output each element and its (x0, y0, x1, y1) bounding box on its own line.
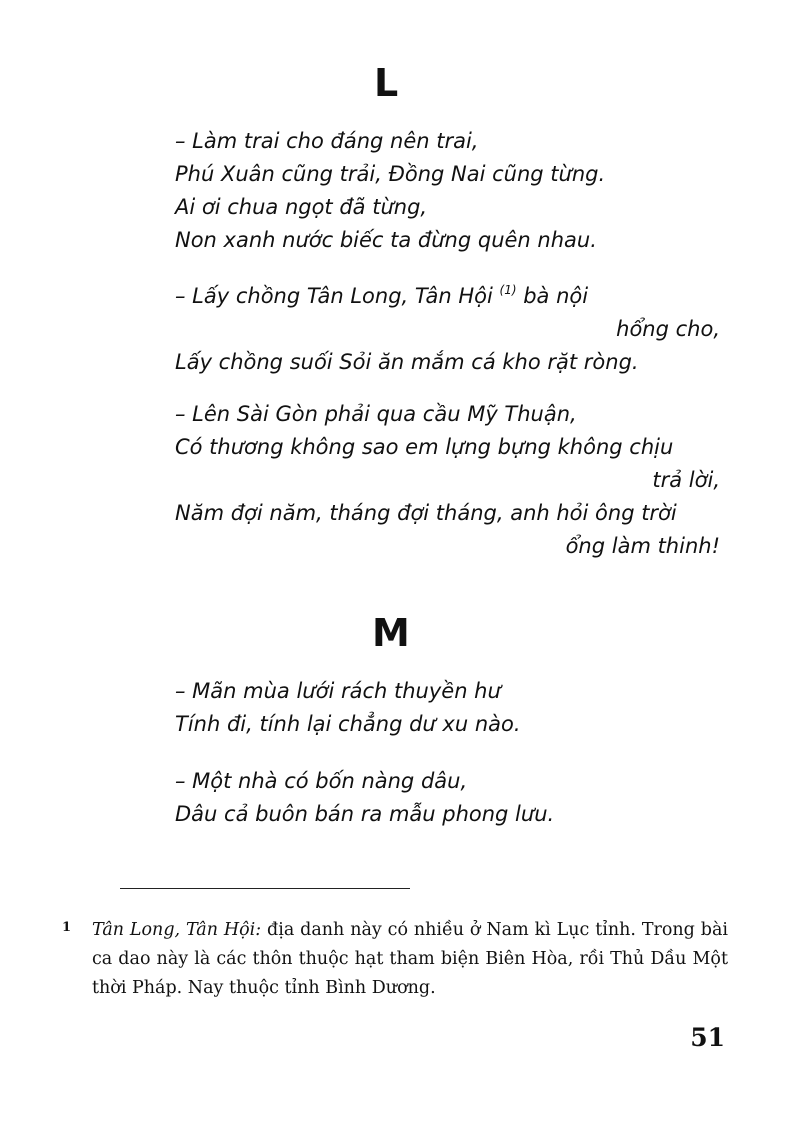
verse-stanza (175, 280, 720, 379)
verse-line: Dâu cả buôn bán ra mẫu phong lưu. (175, 802, 555, 826)
verse-line: Non xanh nước biếc ta đừng quên nhau. (175, 228, 597, 252)
section-heading-m: M (372, 611, 410, 655)
verse-line: Tính đi, tính lại chẳng dư xu nào. (175, 712, 521, 736)
verse-stanza (175, 125, 720, 257)
verse-line-continuation: ổng làm thinh! (565, 534, 720, 558)
verse-line: Phú Xuân cũng trải, Đồng Nai cũng từng. (175, 162, 606, 186)
section-heading-l: L (374, 61, 399, 105)
verse-text: – Lấy chồng Tân Long, Tân Hội (175, 284, 493, 308)
page-number: 51 (690, 1023, 725, 1052)
verse-stanza (175, 675, 720, 741)
verse-line: Ai ơi chua ngọt đã từng, (175, 195, 428, 219)
footnote-marker: 1 (62, 920, 72, 935)
footnote-separator (120, 888, 410, 889)
verse-line: – Mãn mùa lưới rách thuyền hư (175, 679, 501, 703)
verse-stanza (175, 765, 720, 831)
verse-line: – Lên Sài Gòn phải qua cầu Mỹ Thuận, (175, 402, 577, 426)
verse-line: Có thương không sao em lựng bựng không chịu (175, 435, 674, 459)
verse-stanza (175, 398, 720, 563)
verse-line-continuation: trả lời, (652, 468, 720, 492)
verse-text: bà nội (523, 284, 589, 308)
footnote-term: Tân Long, Tân Hội: (92, 920, 262, 940)
footnote-reference[interactable]: (1) (499, 283, 517, 297)
verse-line: – Một nhà có bốn nàng dâu, (175, 769, 468, 793)
verse-line: – Làm trai cho đáng nên trai, (175, 129, 479, 153)
footnote-body: địa danh này có nhiều ở Nam kì Lục tỉnh. Trong bài ca dao này là các thôn thuộc hạt tham biện Biên Hòa, rồi Thủ Dầu Một thời Pháp. Nay thuộc tỉnh Bình Dương. (92, 920, 728, 998)
verse-line (175, 280, 720, 313)
footnote-text (92, 916, 728, 1003)
verse-line: Lấy chồng suối Sỏi ăn mắm cá kho rặt ròng. (175, 350, 639, 374)
verse-line: Năm đợi năm, tháng đợi tháng, anh hỏi ông trời (175, 501, 677, 525)
verse-line-continuation: hổng cho, (616, 317, 720, 341)
